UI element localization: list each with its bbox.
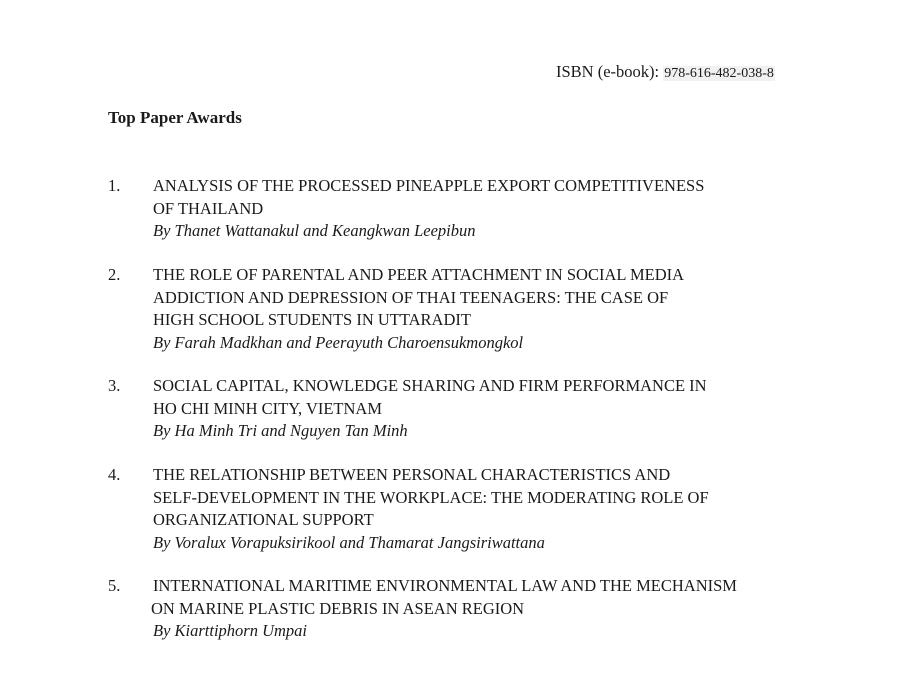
isbn-label: ISBN (e-book):: [556, 62, 664, 81]
award-title-line: ADDICTION AND DEPRESSION OF THAI TEENAGERS: THE CASE OF: [153, 287, 669, 307]
award-number: 4.: [108, 465, 121, 484]
award-number: 5.: [108, 576, 121, 595]
award-authors: By Ha Minh Tri and Nguyen Tan Minh: [153, 421, 408, 440]
award-number: 2.: [108, 265, 121, 284]
isbn-number: 978-616-482-038-8: [664, 66, 774, 81]
award-authors: By Farah Madkhan and Peerayuth Charoensukmongkol: [153, 332, 524, 352]
award-title-line: THE RELATIONSHIP BETWEEN PERSONAL CHARACTERISTICS AND: [153, 465, 671, 484]
award-number: 3.: [108, 376, 121, 395]
award-title-line: SELF-DEVELOPMENT IN THE WORKPLACE: THE MODERATING ROLE OF: [153, 487, 709, 507]
award-title-line: INTERNATIONAL MARITIME ENVIRONMENTAL LAW AND THE MECHANISM: [153, 576, 737, 595]
award-authors: By Thanet Wattanakul and Keangkwan Leepibun: [153, 221, 476, 240]
award-title-line: ORGANIZATIONAL SUPPORT: [153, 510, 374, 529]
award-body: [153, 464, 853, 554]
isbn-line: [556, 62, 775, 82]
award-title: [153, 575, 853, 620]
award-body: [153, 264, 853, 354]
award-title: [153, 464, 853, 532]
award-title-line: OF THAILAND: [153, 198, 264, 218]
award-authors: By Kiarttiphorn Umpai: [153, 621, 308, 640]
award-title-line: HIGH SCHOOL STUDENTS IN UTTARADIT: [153, 310, 471, 329]
award-body: [153, 175, 853, 243]
award-title-line: THE ROLE OF PARENTAL AND PEER ATTACHMENT IN SOCIAL MEDIA: [153, 265, 685, 284]
award-body: [153, 575, 853, 643]
award-title-line: ANALYSIS OF THE PROCESSED PINEAPPLE EXPORT COMPETITIVENESS: [153, 176, 705, 195]
award-number: 1.: [108, 176, 121, 195]
award-title: [153, 375, 853, 420]
award-title-line: HO CHI MINH CITY, VIETNAM: [153, 398, 383, 418]
award-title: [153, 175, 853, 220]
award-title: [153, 264, 853, 332]
section-heading: Top Paper Awards: [108, 108, 242, 127]
award-title-line: ON MARINE PLASTIC DEBRIS IN ASEAN REGION: [151, 598, 525, 618]
award-body: [153, 375, 853, 443]
award-authors: By Voralux Vorapuksirikool and Thamarat Jangsiriwattana: [153, 532, 545, 552]
award-title-line: SOCIAL CAPITAL, KNOWLEDGE SHARING AND FIRM PERFORMANCE IN: [153, 376, 707, 395]
